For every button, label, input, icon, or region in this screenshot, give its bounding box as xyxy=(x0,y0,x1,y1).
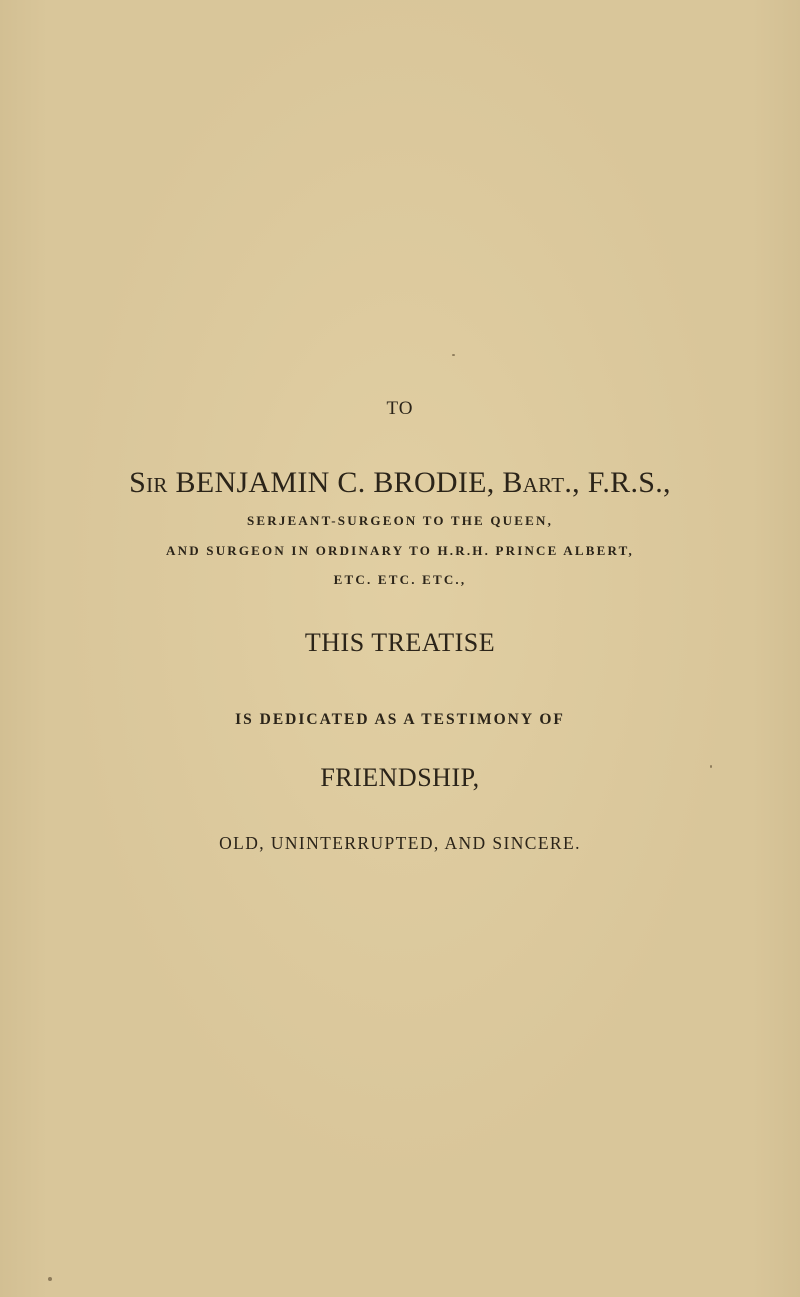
friendship-heading: FRIENDSHIP, xyxy=(320,763,480,792)
paper-speck xyxy=(710,765,712,768)
sir-initial: S xyxy=(129,466,147,499)
sir-rest: IR xyxy=(146,473,168,497)
dedicatee-name xyxy=(0,466,800,500)
title-line-etc: ETC. ETC. ETC., xyxy=(333,572,467,587)
title-line-serjeant-surgeon: SERJEANT-SURGEON TO THE QUEEN, xyxy=(246,513,554,528)
dedication-to: TO xyxy=(386,398,414,419)
name-main: BENJAMIN C. BRODIE, xyxy=(167,466,503,499)
title-line-surgeon-in-ordinary: AND SURGEON IN ORDINARY TO H.R.H. PRINCE ALBERT, xyxy=(166,543,634,558)
paper-speck xyxy=(452,354,455,356)
bart-initial: B xyxy=(502,466,523,499)
paper-speck xyxy=(48,1277,52,1281)
bart-rest: ART xyxy=(522,473,565,497)
dedicated-line: IS DEDICATED AS A TESTIMONY OF xyxy=(235,711,565,728)
treatise-heading: THIS TREATISE xyxy=(304,628,496,657)
closing-line: OLD, UNINTERRUPTED, AND SINCERE. xyxy=(219,833,581,853)
name-suffix: ., F.R.S., xyxy=(564,466,671,499)
